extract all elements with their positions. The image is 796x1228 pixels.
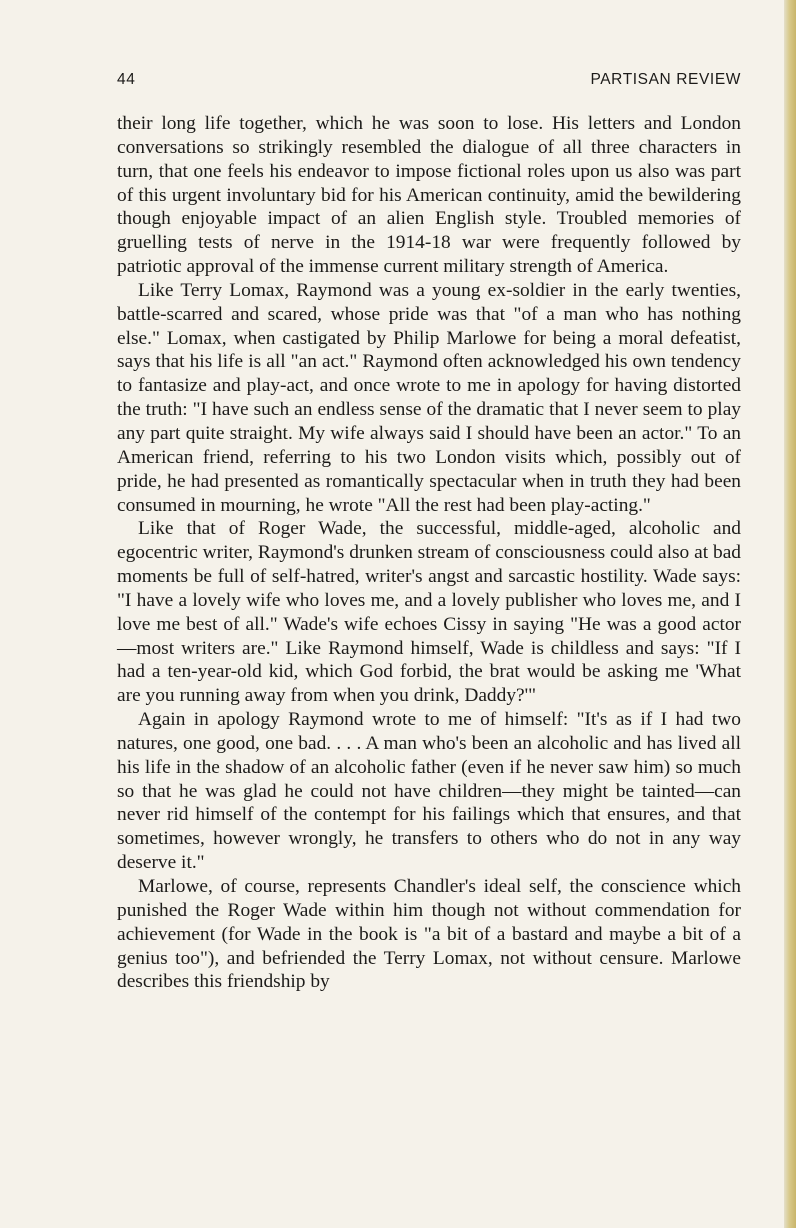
paragraph: Marlowe, of course, represents Chandler's ideal self, the conscience which punished the Roger Wade within him though not without commendation for achievement (for Wade in the book is "a bit of a bastard and maybe a bit of a genius too"), and befriended the Terry Lomax, not without censure. Marlowe describes this friendship by (117, 876, 741, 993)
article-body (117, 112, 741, 994)
page-edge (784, 0, 796, 1228)
running-header (117, 71, 741, 91)
page-number: 44 (117, 71, 136, 88)
paragraph: Like that of Roger Wade, the successful, middle-aged, alcoholic and egocentric writer, Raymond's drunken stream of consciousness could also at bad moments be full of self-hatred, writer's angst and sarcastic hostility. Wade says: "I have a lovely wife who loves me, and a lovely publisher who loves me, and I love me best of all." Wade's wife echoes Cissy in saying "He was a good actor—most writers are." Like Raymond himself, Wade is childless and says: "If I had a ten-year-old kid, which God forbid, the brat would be asking me 'What are you running away from when you drink, Daddy?'" (117, 518, 741, 707)
paragraph: Like Terry Lomax, Raymond was a young ex-soldier in the early twenties, battle-scarred and scared, whose pride was that "of a man who has nothing else." Lomax, when castigated by Philip Marlowe for being a moral defeatist, says that his life is all "an act." Raymond often acknowledged his own tendency to fantasize and play-act, and once wrote to me in apology for having distorted the truth: "I have such an endless sense of the dramatic that I never seem to play any part quite straight. My wife always said I should have been an actor." To an American friend, referring to his two London visits which, possibly out of pride, he had presented as romantically spectacular when in truth they had been consumed in mourning, he wrote "All the rest had been play-acting." (117, 279, 741, 516)
paragraph: their long life together, which he was soon to lose. His letters and London conversations so strikingly resembled the dialogue of all three characters in turn, that one feels his endeavor to impose fictional roles upon us also was part of this urgent involuntary bid for his American continuity, amid the bewildering though enjoyable impact of an alien English style. Troubled memories of gruelling tests of nerve in the 1914-18 war were frequently followed by patriotic approval of the immense current military strength of America. (117, 113, 741, 278)
paragraph: Again in apology Raymond wrote to me of himself: "It's as if I had two natures, one good, one bad. . . . A man who's been an alcoholic and has lived all his life in the shadow of an alcoholic father (even if he never saw him) so much so that he was glad he could not have children—they might be tainted—can never rid himself of the contempt for his failings which that ensures, and that sometimes, however wrongly, he transfers to others who do not in any way deserve it." (117, 709, 741, 874)
journal-title: PARTISAN REVIEW (590, 71, 741, 88)
